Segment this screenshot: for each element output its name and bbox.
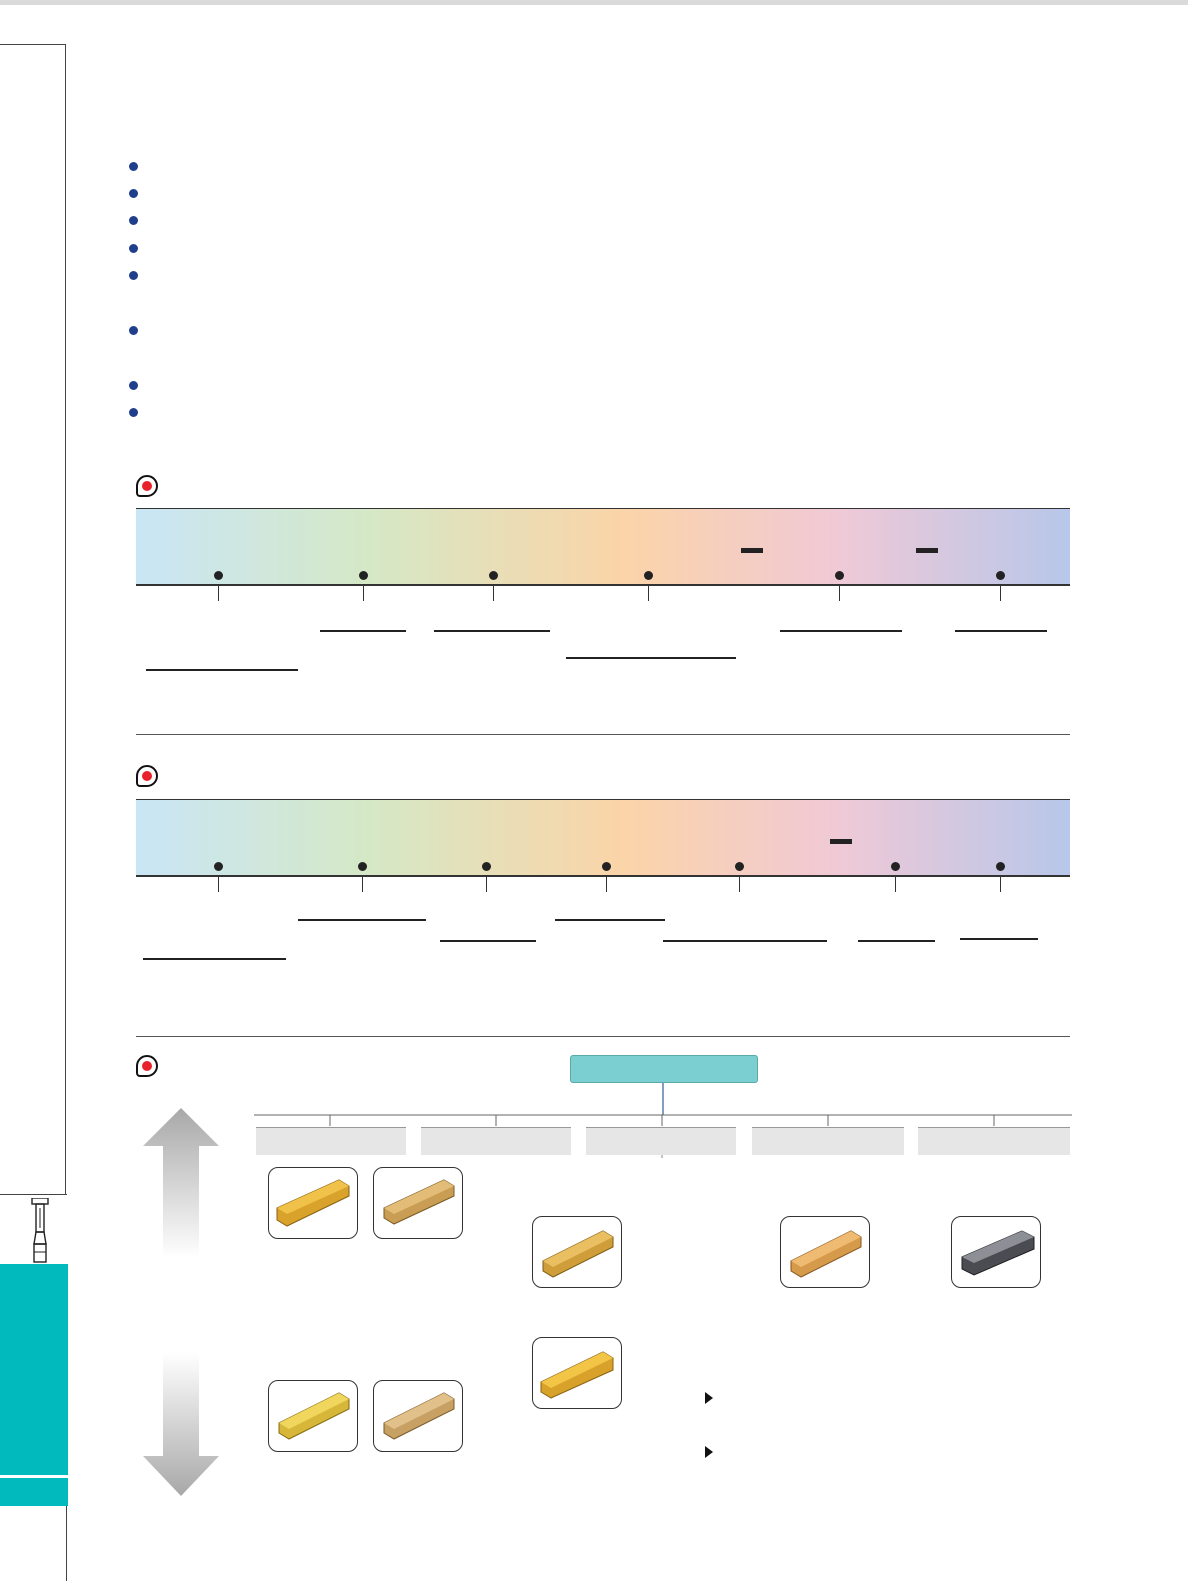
bullet-dot-icon [129, 216, 138, 225]
scale-marker [644, 571, 653, 580]
label-underline [780, 630, 902, 632]
scale-marker [214, 571, 223, 580]
scale-marker [735, 862, 744, 871]
scale-tick [606, 877, 607, 892]
label-underline [555, 919, 665, 921]
section-divider [136, 1036, 1070, 1037]
label-underline [143, 958, 286, 960]
insert-card [268, 1167, 358, 1239]
scale-marker [835, 571, 844, 580]
margin-rule [66, 1506, 67, 1581]
label-underline [320, 630, 406, 632]
bullet-dot-icon [129, 326, 138, 335]
bullet-dot-icon [129, 189, 138, 198]
insert-card [373, 1167, 463, 1239]
scale-marker [996, 862, 1005, 871]
bullet-dot-icon [129, 244, 138, 253]
bullet-dot-icon [129, 162, 138, 171]
holder-tool-icon [28, 1198, 52, 1266]
grooving-insert-icon [269, 1168, 357, 1238]
grooving-insert-icon [269, 1381, 357, 1451]
scale-marker [482, 862, 491, 871]
grade-scale-band-1 [136, 508, 1070, 586]
scale-tick [362, 877, 363, 892]
category-column-2 [421, 1127, 571, 1155]
side-tab-divider [0, 1194, 67, 1195]
bullet-dot-icon [129, 381, 138, 390]
scale-tick [218, 586, 219, 601]
insert-card [268, 1380, 358, 1452]
play-arrow-icon [705, 1446, 713, 1458]
grooving-insert-icon [374, 1381, 462, 1451]
bullet-dot-icon [129, 408, 138, 417]
dash-mark [830, 839, 852, 844]
scale-marker [602, 862, 611, 871]
target-icon [136, 765, 158, 787]
insert-card [951, 1216, 1041, 1288]
insert-card [532, 1337, 622, 1409]
label-underline [434, 630, 550, 632]
category-column-5 [918, 1127, 1070, 1155]
chapter-tab-divider [0, 1475, 68, 1478]
label-underline [955, 630, 1047, 632]
grooving-insert-icon [533, 1338, 621, 1408]
scale-tick [486, 877, 487, 892]
grooving-insert-icon [952, 1217, 1040, 1287]
scale-marker [358, 862, 367, 871]
scale-tick [739, 877, 740, 892]
dash-mark [916, 548, 938, 553]
tree-root-box [570, 1055, 758, 1083]
label-underline [440, 940, 536, 942]
scale-tick [839, 586, 840, 601]
scale-marker [891, 862, 900, 871]
target-icon [136, 475, 158, 497]
scale-tick [895, 877, 896, 892]
dash-mark [741, 548, 763, 553]
label-underline [663, 940, 827, 942]
play-arrow-icon [705, 1392, 713, 1404]
section-divider [136, 734, 1070, 735]
top-rule [0, 0, 1188, 5]
double-arrow-icon [143, 1108, 219, 1496]
grooving-insert-icon [374, 1168, 462, 1238]
insert-card [780, 1216, 870, 1288]
target-icon [136, 1055, 158, 1077]
grooving-insert-icon [533, 1217, 621, 1287]
label-underline [566, 657, 736, 659]
label-underline [960, 938, 1038, 940]
insert-card [373, 1380, 463, 1452]
side-tab-frame [0, 44, 66, 1194]
scale-tick [493, 586, 494, 601]
category-column-3 [586, 1127, 736, 1155]
insert-card [532, 1216, 622, 1288]
grooving-insert-icon [781, 1217, 869, 1287]
category-column-1 [256, 1127, 406, 1155]
scale-tick [648, 586, 649, 601]
category-column-4 [752, 1127, 904, 1155]
scale-marker [214, 862, 223, 871]
label-underline [146, 669, 298, 671]
label-underline [298, 919, 426, 921]
bullet-dot-icon [129, 271, 138, 280]
scale-marker [996, 571, 1005, 580]
scale-marker [489, 571, 498, 580]
label-underline [858, 940, 935, 942]
scale-marker [359, 571, 368, 580]
scale-tick [363, 586, 364, 601]
scale-tick [1000, 877, 1001, 892]
chapter-tab [0, 1264, 68, 1506]
scale-tick [1000, 586, 1001, 601]
scale-tick [218, 877, 219, 892]
